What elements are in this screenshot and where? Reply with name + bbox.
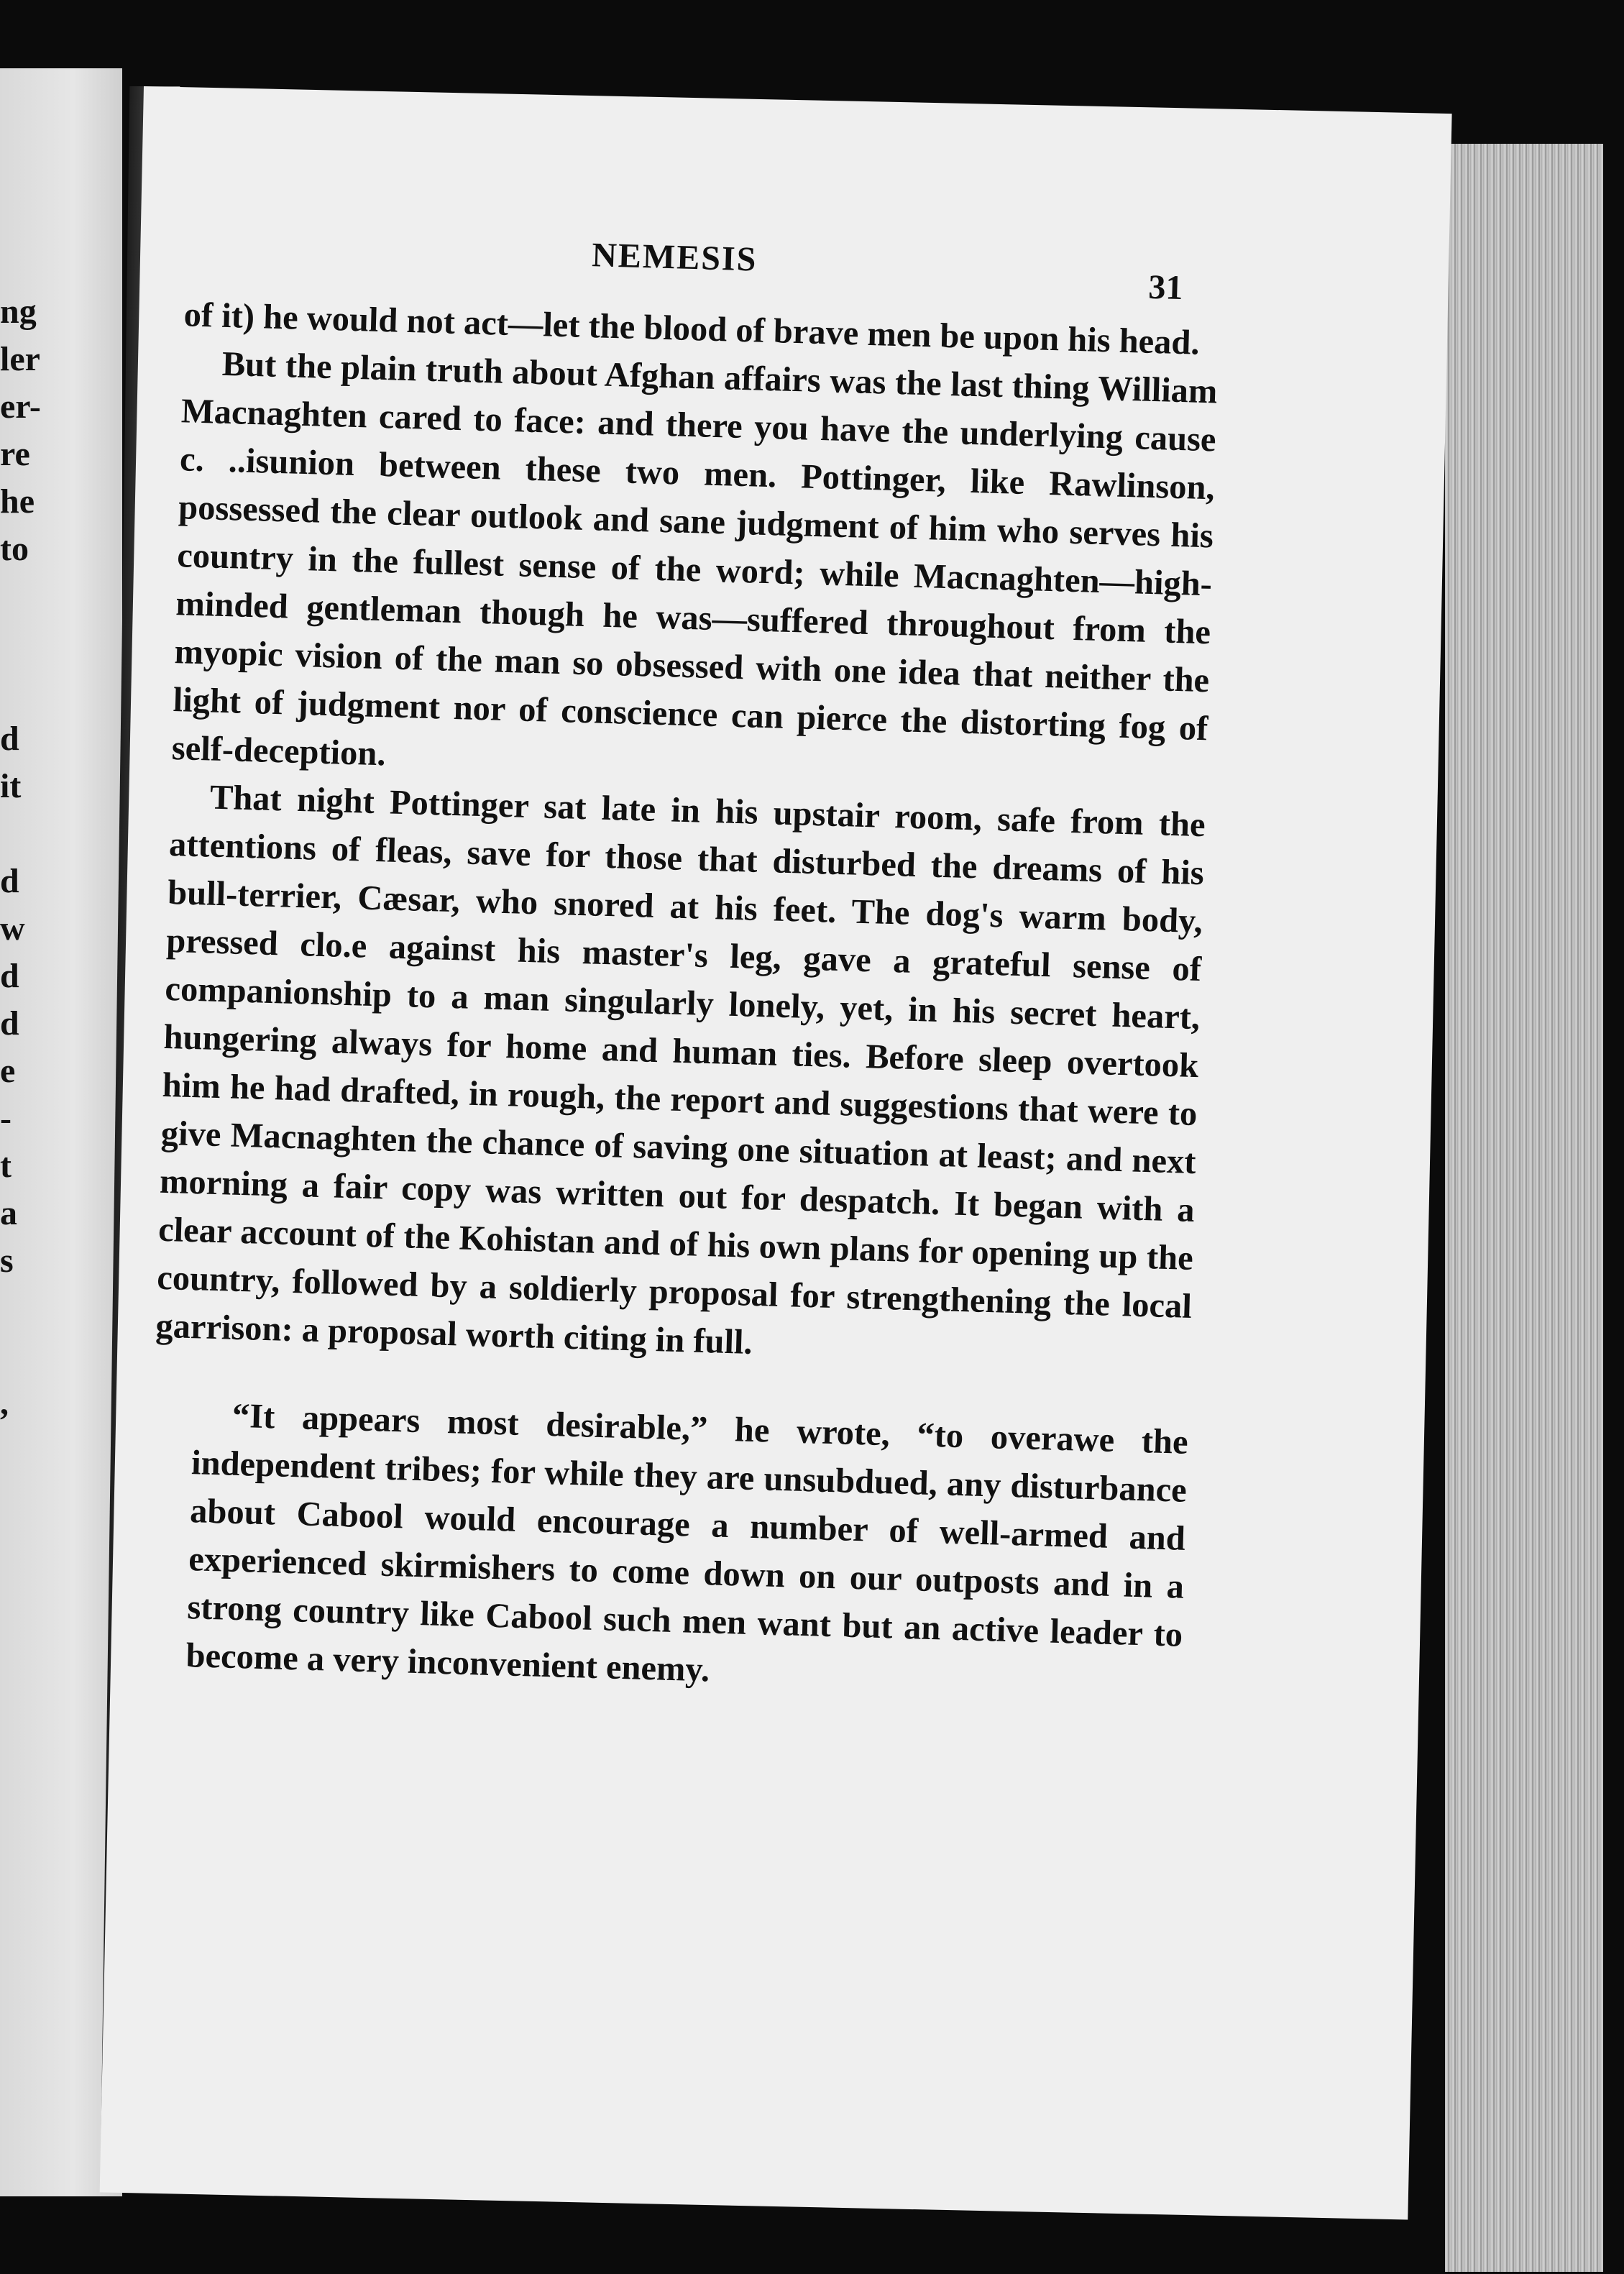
left-page-fragment: to bbox=[0, 530, 29, 568]
left-page-fragment: t bbox=[0, 1147, 12, 1185]
paragraph-2: But the plain truth about Afghan affairs was the last thing William Macnaghten cared to face: and there you have the underlying cause c. ..isunion between these two men. Pottinger, like Rawlinson, possessed the clear outlook and sane judgment of him who serves his country in the fullest sense of the word; while Macnaghten—high-minded gentleman though he was—suffered throughout from the myopic vision of the man so obsessed with one idea that neither the light of judgment nor of conscience can pierce the distorting fog of self-deception. bbox=[171, 344, 1219, 774]
left-page-fragment: re bbox=[0, 435, 30, 473]
body-text bbox=[146, 290, 1219, 1707]
left-page-fragment: ler bbox=[0, 340, 40, 378]
paragraph-1: of it) he would not act—let the blood of brave men be upon his head. bbox=[183, 295, 1201, 362]
left-page-fragment: a bbox=[0, 1194, 17, 1232]
left-page-fragment: , bbox=[0, 1384, 9, 1422]
left-page-fragment: w bbox=[0, 909, 25, 948]
left-page-fragment: ng bbox=[0, 293, 37, 331]
left-page-fragment: e bbox=[0, 1052, 16, 1090]
left-page-fragment: d bbox=[0, 957, 19, 995]
page-content bbox=[86, 68, 1452, 2211]
left-page-fragment: he bbox=[0, 482, 35, 521]
left-page-fragment: - bbox=[0, 1099, 12, 1137]
left-page-fragment: d bbox=[0, 720, 19, 758]
running-head: NEMESIS bbox=[591, 236, 758, 279]
page-edges bbox=[1445, 144, 1603, 2272]
page-number: 31 bbox=[1147, 267, 1184, 308]
left-page-fragment: d bbox=[0, 1004, 19, 1042]
block-quote: “It appears most desirable,” he wrote, “to overawe the independent tribes; for while they are unsubdued, any disturbance about Cabool would encourage a number of well-armed and experienced skirmishers to come down on our outposts and in a strong country like Cabool such men want but an active leader to become a very inconvenient enemy. bbox=[185, 1396, 1189, 1690]
left-page-fragment: s bbox=[0, 1242, 14, 1280]
left-page-fragment: d bbox=[0, 862, 19, 900]
paragraph-3: That night Pottinger sat late in his upstair room, safe from the attentions of fleas, save for those that disturbed the dreams of his bull-terrier, Cæsar, who snored at his feet. The dog's warm body, pressed clo.e against his master's leg, gave a grateful sense of companionship to a man singularly lonely, yet, in his secret heart, hungering always for home and human ties. Before sleep overtook him he had drafted, in rough, the report and suggestions that were to give Macnaghten the chance of saving one situation at least; and next morning a fair copy was written out for despatch. It began with a clear account of the Kohistan and of his own plans for opening up the country, followed by a soldierly proposal for strengthening the local garrison: a proposal worth citing in full. bbox=[155, 778, 1206, 1362]
left-page-fragment: er- bbox=[0, 388, 41, 426]
left-page-fragment: it bbox=[0, 767, 22, 805]
